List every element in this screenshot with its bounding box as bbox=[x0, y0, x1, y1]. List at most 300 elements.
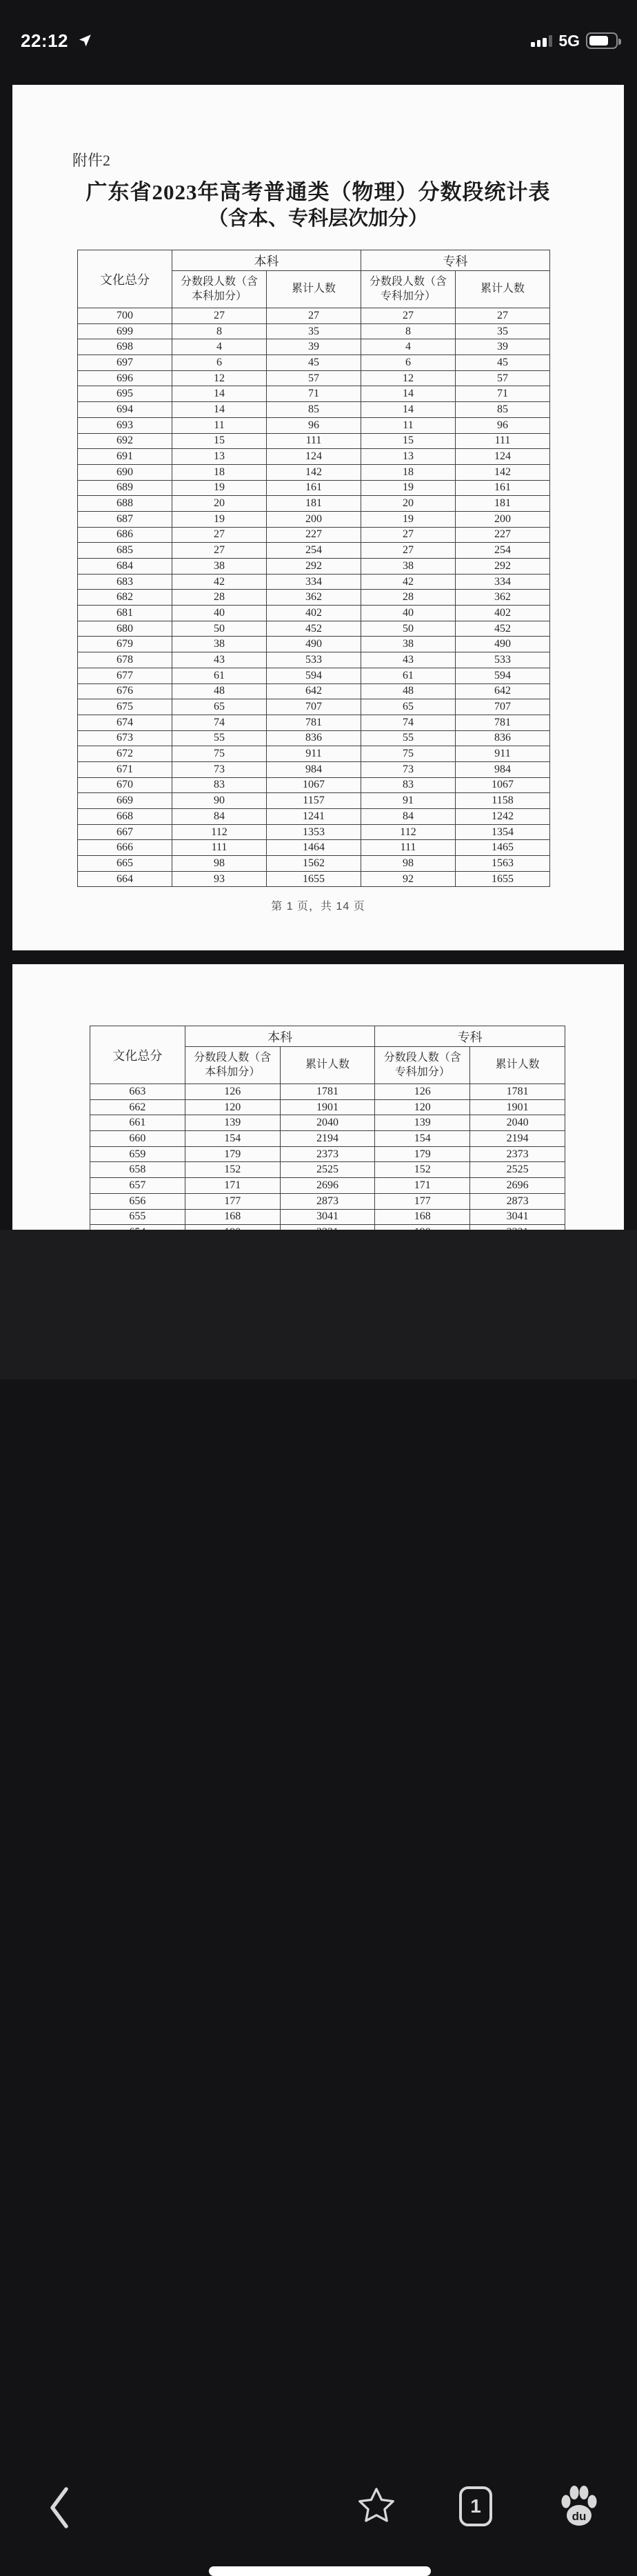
cell: 1781 bbox=[280, 1084, 375, 1100]
table-row bbox=[78, 637, 550, 652]
cell: 6 bbox=[361, 355, 456, 371]
cell: 200 bbox=[267, 511, 361, 527]
cell: 693 bbox=[78, 417, 172, 433]
cell: 675 bbox=[78, 699, 172, 715]
cell: 40 bbox=[172, 606, 267, 621]
table-row bbox=[78, 761, 550, 777]
cell: 677 bbox=[78, 668, 172, 683]
cell: 660 bbox=[90, 1131, 185, 1147]
table-row bbox=[78, 511, 550, 527]
cell: 679 bbox=[78, 637, 172, 652]
col-header-score: 文化总分 bbox=[78, 250, 172, 308]
cell: 678 bbox=[78, 652, 172, 668]
cell: 50 bbox=[361, 621, 456, 637]
cell: 112 bbox=[172, 824, 267, 840]
cell: 111 bbox=[172, 840, 267, 856]
cell: 168 bbox=[375, 1209, 470, 1225]
cell: 181 bbox=[267, 496, 361, 512]
cell: 74 bbox=[172, 715, 267, 730]
cell: 96 bbox=[456, 417, 550, 433]
cell: 2696 bbox=[470, 1178, 565, 1194]
document-page-1 bbox=[12, 85, 624, 950]
cell: 154 bbox=[185, 1131, 280, 1147]
table-group-header-row bbox=[78, 250, 550, 271]
cell: 83 bbox=[361, 777, 456, 793]
cell: 781 bbox=[456, 715, 550, 730]
cell: 685 bbox=[78, 543, 172, 559]
table-row bbox=[78, 856, 550, 872]
cell: 1562 bbox=[267, 856, 361, 872]
cell: 152 bbox=[185, 1162, 280, 1178]
cell: 73 bbox=[172, 761, 267, 777]
cell: 13 bbox=[361, 449, 456, 465]
cell: 686 bbox=[78, 527, 172, 543]
status-bar bbox=[0, 0, 637, 67]
table-row bbox=[90, 1115, 565, 1131]
cell: 27 bbox=[172, 527, 267, 543]
back-button[interactable] bbox=[41, 2484, 77, 2532]
cell: 91 bbox=[361, 793, 456, 809]
table-row bbox=[78, 652, 550, 668]
cell: 690 bbox=[78, 464, 172, 480]
table-row bbox=[90, 1193, 565, 1209]
cell: 1158 bbox=[456, 793, 550, 809]
cell: 984 bbox=[267, 761, 361, 777]
cell: 227 bbox=[267, 527, 361, 543]
cell: 35 bbox=[456, 323, 550, 339]
col-header-zhuanke-cumulative: 累计人数 bbox=[470, 1047, 565, 1084]
cell: 292 bbox=[456, 559, 550, 575]
cell: 43 bbox=[172, 652, 267, 668]
table-row bbox=[78, 543, 550, 559]
tabs-button[interactable] bbox=[459, 2486, 492, 2526]
cell: 112 bbox=[361, 824, 456, 840]
document-title-line2: （含本、专科层次加分） bbox=[208, 208, 428, 230]
cell: 27 bbox=[172, 543, 267, 559]
cell: 669 bbox=[78, 793, 172, 809]
cell: 27 bbox=[361, 308, 456, 324]
cell: 696 bbox=[78, 370, 172, 386]
table-row bbox=[78, 386, 550, 402]
cell: 594 bbox=[267, 668, 361, 683]
cell: 8 bbox=[172, 323, 267, 339]
cell: 836 bbox=[456, 730, 550, 746]
cell: 92 bbox=[361, 871, 456, 887]
table-row bbox=[90, 1131, 565, 1147]
cell: 1655 bbox=[456, 871, 550, 887]
cell: 683 bbox=[78, 574, 172, 590]
table-row bbox=[78, 621, 550, 637]
cell: 20 bbox=[361, 496, 456, 512]
cell: 152 bbox=[375, 1162, 470, 1178]
cell: 1655 bbox=[267, 871, 361, 887]
cell: 93 bbox=[172, 871, 267, 887]
baidu-app-button[interactable] bbox=[557, 2484, 601, 2529]
cell: 655 bbox=[90, 1209, 185, 1225]
cell: 911 bbox=[456, 746, 550, 762]
cell: 663 bbox=[90, 1084, 185, 1100]
table-row bbox=[78, 402, 550, 418]
cell: 227 bbox=[456, 527, 550, 543]
cell: 490 bbox=[267, 637, 361, 652]
cell: 665 bbox=[78, 856, 172, 872]
table-row bbox=[78, 746, 550, 762]
cell: 292 bbox=[267, 559, 361, 575]
cell: 85 bbox=[456, 402, 550, 418]
cell: 984 bbox=[456, 761, 550, 777]
cell: 83 bbox=[172, 777, 267, 793]
table-row bbox=[78, 527, 550, 543]
cell: 11 bbox=[361, 417, 456, 433]
cell: 533 bbox=[456, 652, 550, 668]
table-row bbox=[78, 606, 550, 621]
cell: 673 bbox=[78, 730, 172, 746]
cell: 73 bbox=[361, 761, 456, 777]
cell: 42 bbox=[361, 574, 456, 590]
table-row bbox=[78, 480, 550, 496]
battery-icon bbox=[586, 32, 618, 49]
cell: 362 bbox=[456, 590, 550, 606]
cell: 402 bbox=[456, 606, 550, 621]
cell: 18 bbox=[361, 464, 456, 480]
cell: 3041 bbox=[280, 1209, 375, 1225]
cell: 8 bbox=[361, 323, 456, 339]
cell: 692 bbox=[78, 433, 172, 449]
location-arrow-icon bbox=[77, 33, 92, 48]
cell: 490 bbox=[456, 637, 550, 652]
score-table-page1 bbox=[77, 250, 550, 887]
cell: 200 bbox=[456, 511, 550, 527]
cell: 1353 bbox=[267, 824, 361, 840]
cell: 42 bbox=[172, 574, 267, 590]
cell: 161 bbox=[267, 480, 361, 496]
cell: 362 bbox=[267, 590, 361, 606]
cell: 2040 bbox=[470, 1115, 565, 1131]
cell: 697 bbox=[78, 355, 172, 371]
cell: 656 bbox=[90, 1193, 185, 1209]
cell: 124 bbox=[267, 449, 361, 465]
cell: 84 bbox=[361, 809, 456, 825]
cell: 680 bbox=[78, 621, 172, 637]
cell: 1563 bbox=[456, 856, 550, 872]
cell: 96 bbox=[267, 417, 361, 433]
table-row bbox=[90, 1178, 565, 1194]
cell: 12 bbox=[361, 370, 456, 386]
cell: 179 bbox=[375, 1146, 470, 1162]
cell: 695 bbox=[78, 386, 172, 402]
cell: 664 bbox=[78, 871, 172, 887]
table-row bbox=[78, 715, 550, 730]
table-row bbox=[78, 871, 550, 887]
cell: 642 bbox=[456, 683, 550, 699]
cell: 15 bbox=[361, 433, 456, 449]
cell: 1354 bbox=[456, 824, 550, 840]
cell: 402 bbox=[267, 606, 361, 621]
cell: 14 bbox=[172, 386, 267, 402]
table-row bbox=[78, 464, 550, 480]
col-header-benke-cumulative: 累计人数 bbox=[280, 1047, 375, 1084]
cell: 670 bbox=[78, 777, 172, 793]
network-type-label: 5G bbox=[558, 31, 580, 50]
cell: 6 bbox=[172, 355, 267, 371]
table-row bbox=[78, 699, 550, 715]
cell: 27 bbox=[172, 308, 267, 324]
cell: 75 bbox=[361, 746, 456, 762]
col-group-benke: 本科 bbox=[185, 1026, 375, 1047]
score-table-page2 bbox=[90, 1026, 565, 1241]
col-header-zhuanke-cumulative: 累计人数 bbox=[456, 271, 550, 308]
cell: 61 bbox=[172, 668, 267, 683]
cell: 2194 bbox=[280, 1131, 375, 1147]
cell: 254 bbox=[456, 543, 550, 559]
cell: 689 bbox=[78, 480, 172, 496]
cell: 699 bbox=[78, 323, 172, 339]
cell: 3041 bbox=[470, 1209, 565, 1225]
cell: 14 bbox=[172, 402, 267, 418]
cell: 85 bbox=[267, 402, 361, 418]
cell: 2373 bbox=[470, 1146, 565, 1162]
cell: 27 bbox=[361, 527, 456, 543]
cell: 20 bbox=[172, 496, 267, 512]
cell: 57 bbox=[456, 370, 550, 386]
col-header-score: 文化总分 bbox=[90, 1026, 185, 1084]
cell: 61 bbox=[361, 668, 456, 683]
cell: 75 bbox=[172, 746, 267, 762]
table-row bbox=[78, 668, 550, 683]
cell: 452 bbox=[456, 621, 550, 637]
cell: 334 bbox=[267, 574, 361, 590]
cell: 38 bbox=[361, 559, 456, 575]
attachment-label: 附件2 bbox=[72, 152, 111, 169]
table-row bbox=[90, 1084, 565, 1100]
home-indicator[interactable] bbox=[209, 2566, 431, 2576]
cell: 1067 bbox=[456, 777, 550, 793]
cell: 658 bbox=[90, 1162, 185, 1178]
cell: 39 bbox=[456, 339, 550, 355]
table-row bbox=[90, 1162, 565, 1178]
cell: 179 bbox=[185, 1146, 280, 1162]
tab-count-label: 1 bbox=[470, 2495, 481, 2517]
cell: 2525 bbox=[470, 1162, 565, 1178]
cell: 39 bbox=[267, 339, 361, 355]
cell: 120 bbox=[375, 1099, 470, 1115]
cell: 142 bbox=[267, 464, 361, 480]
cell: 65 bbox=[361, 699, 456, 715]
cell: 19 bbox=[172, 511, 267, 527]
cell: 254 bbox=[267, 543, 361, 559]
cell: 161 bbox=[456, 480, 550, 496]
cell: 28 bbox=[172, 590, 267, 606]
star-icon bbox=[355, 2485, 398, 2528]
cell: 661 bbox=[90, 1115, 185, 1131]
cell: 38 bbox=[172, 559, 267, 575]
cell: 111 bbox=[456, 433, 550, 449]
table-row bbox=[78, 339, 550, 355]
cell: 55 bbox=[361, 730, 456, 746]
cell: 177 bbox=[185, 1193, 280, 1209]
cell: 177 bbox=[375, 1193, 470, 1209]
table-row bbox=[78, 449, 550, 465]
cell: 71 bbox=[267, 386, 361, 402]
cell: 11 bbox=[172, 417, 267, 433]
table-row bbox=[78, 308, 550, 324]
table-row bbox=[90, 1099, 565, 1115]
table-row bbox=[78, 590, 550, 606]
baidu-du-label: du bbox=[572, 2510, 587, 2523]
cell: 1465 bbox=[456, 840, 550, 856]
cell: 111 bbox=[361, 840, 456, 856]
col-header-zhuanke-segment: 分数段人数（含专科加分） bbox=[361, 271, 456, 308]
cell: 671 bbox=[78, 761, 172, 777]
cell: 71 bbox=[456, 386, 550, 402]
cell: 65 bbox=[172, 699, 267, 715]
cell: 74 bbox=[361, 715, 456, 730]
col-header-benke-segment: 分数段人数（含本科加分） bbox=[172, 271, 267, 308]
cell: 18 bbox=[172, 464, 267, 480]
cell: 781 bbox=[267, 715, 361, 730]
cell: 594 bbox=[456, 668, 550, 683]
cell: 28 bbox=[361, 590, 456, 606]
cell: 2040 bbox=[280, 1115, 375, 1131]
cell: 533 bbox=[267, 652, 361, 668]
cell: 1464 bbox=[267, 840, 361, 856]
baidu-paw-icon bbox=[557, 2484, 601, 2529]
cell: 171 bbox=[185, 1178, 280, 1194]
cell: 657 bbox=[90, 1178, 185, 1194]
cell: 43 bbox=[361, 652, 456, 668]
cell: 2873 bbox=[280, 1193, 375, 1209]
favorite-button[interactable] bbox=[354, 2484, 398, 2529]
cell: 13 bbox=[172, 449, 267, 465]
cell: 911 bbox=[267, 746, 361, 762]
cell: 48 bbox=[172, 683, 267, 699]
cell: 181 bbox=[456, 496, 550, 512]
cell: 14 bbox=[361, 386, 456, 402]
cell: 659 bbox=[90, 1146, 185, 1162]
table-row bbox=[78, 417, 550, 433]
table-row bbox=[78, 370, 550, 386]
table-row bbox=[78, 824, 550, 840]
cell: 84 bbox=[172, 809, 267, 825]
cell: 38 bbox=[172, 637, 267, 652]
cell: 681 bbox=[78, 606, 172, 621]
cell: 666 bbox=[78, 840, 172, 856]
table-row bbox=[78, 683, 550, 699]
cell: 19 bbox=[361, 480, 456, 496]
cell: 1067 bbox=[267, 777, 361, 793]
cell: 2373 bbox=[280, 1146, 375, 1162]
clock-text: 22:12 bbox=[21, 30, 68, 51]
cell: 142 bbox=[456, 464, 550, 480]
cell: 35 bbox=[267, 323, 361, 339]
cell: 684 bbox=[78, 559, 172, 575]
cell: 694 bbox=[78, 402, 172, 418]
cell: 2873 bbox=[470, 1193, 565, 1209]
cell: 672 bbox=[78, 746, 172, 762]
cell: 452 bbox=[267, 621, 361, 637]
col-group-zhuanke: 专科 bbox=[375, 1026, 565, 1047]
cell: 15 bbox=[172, 433, 267, 449]
cell: 698 bbox=[78, 339, 172, 355]
cell: 171 bbox=[375, 1178, 470, 1194]
table-group-header-row bbox=[90, 1026, 565, 1047]
table-row bbox=[78, 496, 550, 512]
cell: 667 bbox=[78, 824, 172, 840]
table-row bbox=[90, 1209, 565, 1225]
cell: 687 bbox=[78, 511, 172, 527]
cell: 40 bbox=[361, 606, 456, 621]
cell: 4 bbox=[361, 339, 456, 355]
cell: 1901 bbox=[470, 1099, 565, 1115]
cell: 124 bbox=[456, 449, 550, 465]
table-row bbox=[78, 323, 550, 339]
cell: 19 bbox=[361, 511, 456, 527]
cell: 334 bbox=[456, 574, 550, 590]
cell: 139 bbox=[375, 1115, 470, 1131]
cell: 668 bbox=[78, 809, 172, 825]
cell: 836 bbox=[267, 730, 361, 746]
cell: 688 bbox=[78, 496, 172, 512]
cell: 55 bbox=[172, 730, 267, 746]
cell: 4 bbox=[172, 339, 267, 355]
cell: 1157 bbox=[267, 793, 361, 809]
table-row bbox=[78, 793, 550, 809]
cell: 126 bbox=[375, 1084, 470, 1100]
cell: 2696 bbox=[280, 1178, 375, 1194]
cell: 168 bbox=[185, 1209, 280, 1225]
cell: 57 bbox=[267, 370, 361, 386]
cell: 45 bbox=[456, 355, 550, 371]
status-indicators bbox=[531, 30, 618, 51]
col-group-benke: 本科 bbox=[172, 250, 361, 271]
cell: 700 bbox=[78, 308, 172, 324]
page-number-footer: 第 1 页，共 14 页 bbox=[271, 901, 365, 912]
cell: 27 bbox=[267, 308, 361, 324]
cellular-signal-icon bbox=[531, 35, 552, 47]
col-group-zhuanke: 专科 bbox=[361, 250, 550, 271]
cell: 126 bbox=[185, 1084, 280, 1100]
cell: 14 bbox=[361, 402, 456, 418]
cell: 12 bbox=[172, 370, 267, 386]
cell: 50 bbox=[172, 621, 267, 637]
table-row bbox=[78, 559, 550, 575]
cell: 682 bbox=[78, 590, 172, 606]
table-row bbox=[78, 840, 550, 856]
cell: 676 bbox=[78, 683, 172, 699]
table-row bbox=[78, 433, 550, 449]
cell: 2194 bbox=[470, 1131, 565, 1147]
cell: 120 bbox=[185, 1099, 280, 1115]
document-title-line1: 广东省2023年高考普通类（物理）分数段统计表 bbox=[85, 180, 551, 204]
cell: 27 bbox=[361, 543, 456, 559]
cell: 90 bbox=[172, 793, 267, 809]
cell: 662 bbox=[90, 1099, 185, 1115]
table-row bbox=[90, 1146, 565, 1162]
cell: 707 bbox=[456, 699, 550, 715]
bottom-toolbar bbox=[0, 1230, 637, 2523]
cell: 38 bbox=[361, 637, 456, 652]
cell: 2525 bbox=[280, 1162, 375, 1178]
cell: 1241 bbox=[267, 809, 361, 825]
cell: 98 bbox=[361, 856, 456, 872]
cell: 98 bbox=[172, 856, 267, 872]
cell: 19 bbox=[172, 480, 267, 496]
document-page-2 bbox=[12, 964, 624, 1230]
table-row bbox=[78, 777, 550, 793]
cell: 45 bbox=[267, 355, 361, 371]
cell: 1781 bbox=[470, 1084, 565, 1100]
cell: 139 bbox=[185, 1115, 280, 1131]
